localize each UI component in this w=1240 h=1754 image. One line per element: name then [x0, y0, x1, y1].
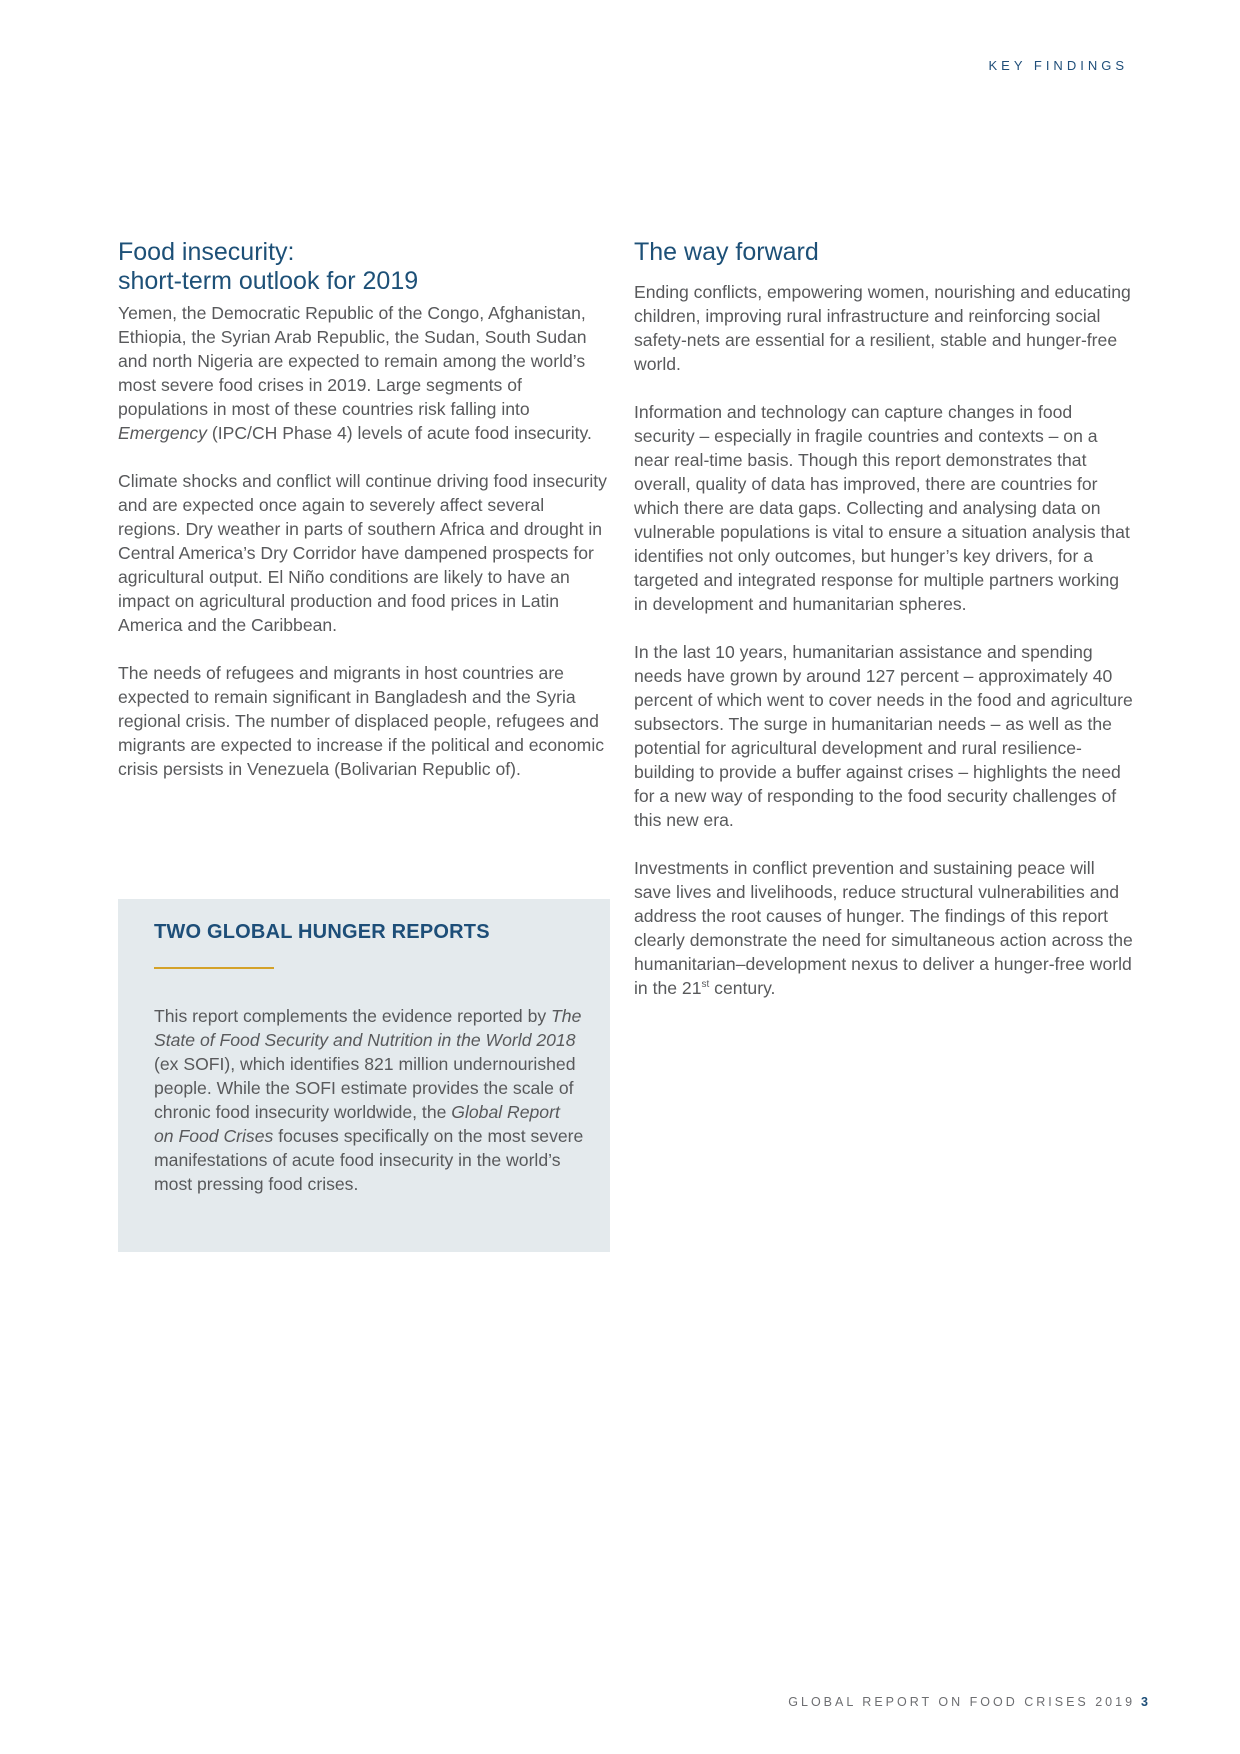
- right-paragraph-3: In the last 10 years, humanitarian assistance and spending needs have grown by around 127 percent – approximately 40 percent of which went to cover needs in the food and agriculture subsectors. The surge in humanitarian needs – as well as the potential for agricultural development and rural resilience-building to provide a buffer against crises – highlights the need for a new way of responding to the food security challenges of this new era.: [634, 642, 1133, 830]
- right-heading: The way forward: [634, 238, 819, 266]
- right-paragraph-4: Investments in conflict prevention and sustaining peace will save lives and livelihoods, reduce structural vulnerabilities and address the root causes of hunger. The findings of this report clearly demonstrate the need for simultaneous action across the humanitarian–development nexus to deliver a hunger-free world in the 21st century.: [634, 858, 1133, 998]
- left-heading-line2: short-term outlook for 2019: [118, 267, 419, 295]
- box-divider: [154, 967, 274, 969]
- left-paragraph-3: The needs of refugees and migrants in host countries are expected to remain significant in Bangladesh and the Syria regional crisis. The number of displaced people, refugees and migrants are expected to increase if the political and economic crisis persists in Venezuela (Bolivarian Republic of).: [118, 663, 605, 779]
- section-label: KEY FINDINGS: [988, 58, 1128, 73]
- right-paragraph-2: Information and technology can capture changes in food security – especially in fragile countries and contexts – on a near real-time basis. Though this report demonstrates that overall, quality of data has improved, there are countries for which there are data gaps. Collecting and analysing data on vulnerable populations is vital to ensure a situation analysis that identifies not only outcomes, but hunger’s key drivers, for a targeted and integrated response for multiple partners working in development and humanitarian spheres.: [634, 402, 1130, 614]
- left-heading: [118, 238, 610, 296]
- right-paragraph-1: Ending conflicts, empowering women, nourishing and educating children, improving rural infrastructure and reinforcing social safety-nets are essential for a resilient, stable and hunger-free world.: [634, 282, 1131, 374]
- page-footer: [788, 1695, 1148, 1709]
- box-title: TWO GLOBAL HUNGER REPORTS: [154, 921, 490, 943]
- right-column: [634, 238, 1134, 1024]
- left-paragraph-2: Climate shocks and conflict will continue driving food insecurity and are expected once again to severely affect several regions. Dry weather in parts of southern Africa and drought in Central America’s Dry Corridor have dampened prospects for agricultural output. El Niño conditions are likely to have an impact on agricultural production and food prices in Latin America and the Caribbean.: [118, 471, 607, 635]
- box-text: This report complements the evidence reported by The State of Food Security and Nutrition in the World 2018 (ex SOFI), which identifies 821 million undernourished people. While the SOFI estimate provides the scale of chronic food insecurity worldwide, the Global Report on Food Crises focuses specifically on the most severe manifestations of acute food insecurity in the world’s most pressing food crises.: [154, 1006, 584, 1194]
- left-paragraph-1: Yemen, the Democratic Republic of the Congo, Afghanistan, Ethiopia, the Syrian Arab Republic, the Sudan, South Sudan and north Nigeria are expected to remain among the world’s most severe food crises in 2019. Large segments of populations in most of these countries risk falling into Emergency (IPC/CH Phase 4) levels of acute food insecurity.: [118, 303, 592, 443]
- left-heading-line1: Food insecurity:: [118, 238, 295, 266]
- page-number: 3: [1141, 1695, 1148, 1709]
- left-column: [118, 238, 610, 805]
- hunger-reports-box: [118, 899, 610, 1252]
- footer-report-title: GLOBAL REPORT ON FOOD CRISES 2019: [788, 1695, 1136, 1709]
